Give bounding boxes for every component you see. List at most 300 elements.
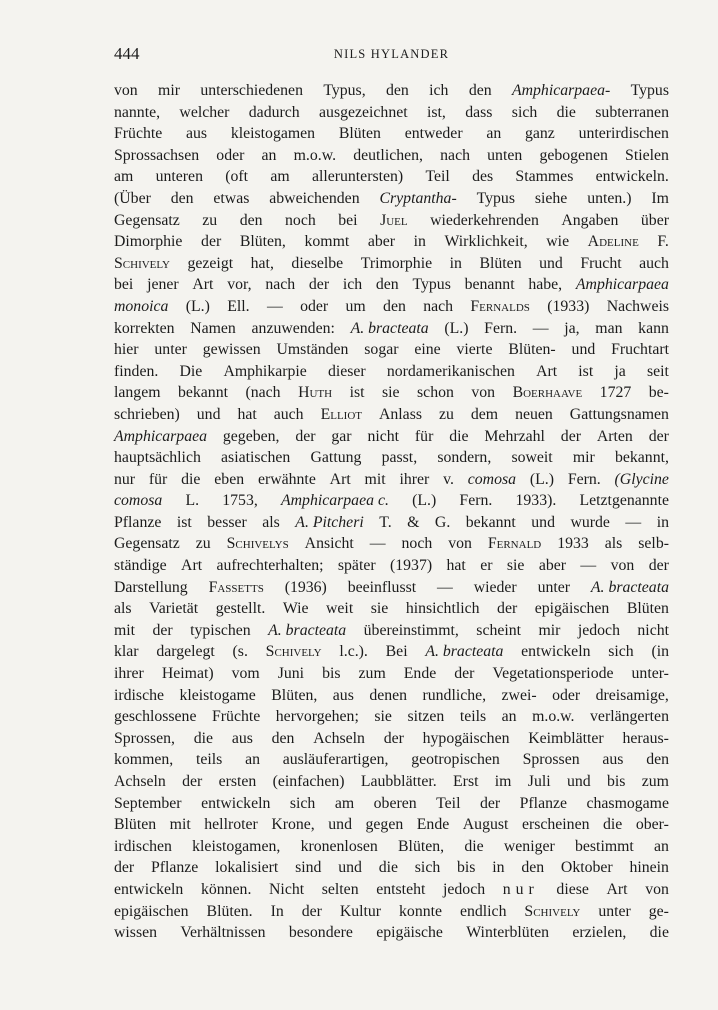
word: den <box>170 189 194 207</box>
text-line <box>114 512 669 534</box>
word: noch <box>401 535 433 553</box>
word: aus <box>231 729 253 747</box>
word: gebogenen <box>539 146 608 164</box>
word: teils <box>459 708 487 726</box>
text-line <box>114 901 669 923</box>
word: den <box>239 211 263 229</box>
word: August <box>462 816 509 834</box>
word: typischen <box>190 621 251 639</box>
word: schon <box>417 384 454 402</box>
word: dieser <box>327 362 366 380</box>
word: Gegensatz <box>114 211 180 229</box>
word: auch <box>273 405 304 423</box>
word: unter <box>537 578 571 596</box>
word: eine <box>414 341 441 359</box>
word: den <box>271 729 295 747</box>
text-line <box>114 80 669 102</box>
word: Schively <box>265 643 322 661</box>
word: bis <box>322 665 341 683</box>
word: (L.) <box>529 470 554 488</box>
text-line <box>114 577 669 599</box>
word: (einfachen) <box>272 773 345 790</box>
page-number: 444 <box>114 44 140 63</box>
word: der <box>301 902 322 920</box>
word: m.o.w. <box>532 708 575 726</box>
word: den <box>646 751 669 769</box>
word: Trimorphie <box>360 254 433 272</box>
word: der <box>648 557 669 575</box>
text-line <box>114 166 669 188</box>
word: Darstellung <box>114 578 188 596</box>
word: epigäischen <box>114 902 189 920</box>
word: nannte, <box>114 103 161 121</box>
text-line <box>114 793 669 815</box>
word: beeinflusst <box>347 578 417 596</box>
word: weniger <box>503 837 555 855</box>
word: ganz <box>525 125 555 143</box>
word: aus <box>332 686 354 704</box>
word: bei <box>114 276 134 294</box>
word: endlich <box>459 902 507 920</box>
word: Ende <box>403 665 437 683</box>
word: wurde <box>570 513 610 531</box>
word: und <box>571 341 596 359</box>
word: neuen <box>515 405 553 423</box>
text-line <box>114 447 669 469</box>
word: ja <box>614 362 626 380</box>
word: den <box>386 82 409 99</box>
word: hinein <box>629 859 669 877</box>
text-line <box>114 836 669 858</box>
word: der <box>454 665 475 683</box>
word: sie <box>374 708 392 726</box>
word: 1727 <box>599 384 632 402</box>
word: sich <box>511 103 538 121</box>
word: Juni <box>277 665 305 683</box>
word: Gattung <box>310 449 362 467</box>
word: als <box>114 600 132 618</box>
word: Typus, <box>323 82 366 99</box>
word: später <box>337 557 376 575</box>
word: Teil <box>425 168 450 186</box>
word: irdische <box>114 686 165 704</box>
word: und <box>338 859 362 877</box>
body-text <box>114 80 669 944</box>
word: den <box>383 297 406 315</box>
word: nach <box>265 276 296 294</box>
word: m.o.w. <box>293 146 337 164</box>
word: comosa <box>467 470 517 488</box>
word: und <box>328 816 352 834</box>
word: welcher <box>179 103 230 121</box>
word: gezeigt <box>187 254 234 272</box>
text-line <box>114 253 669 275</box>
word: Varietät <box>149 600 199 618</box>
word: (1933) <box>547 297 590 315</box>
word: passt, <box>381 449 418 467</box>
word: Verhältnissen <box>180 924 266 942</box>
word: G. <box>434 513 451 531</box>
text-line <box>114 771 669 793</box>
word: teils <box>195 751 223 769</box>
word: Winterblüten <box>466 924 549 942</box>
word: etwas <box>213 189 250 207</box>
word: Letztgenannte <box>579 492 669 510</box>
text-line <box>114 188 669 210</box>
word: Wie <box>282 600 309 618</box>
text-line <box>114 749 669 771</box>
word: 1933). <box>515 492 557 510</box>
word: aufrechterhalten; <box>216 557 324 575</box>
word: L. <box>185 492 200 510</box>
word: Blüten <box>114 816 157 834</box>
word: Blüten <box>626 600 669 618</box>
word: oberen <box>373 794 417 812</box>
word: als <box>262 513 280 531</box>
word: von <box>448 535 472 553</box>
word: aber <box>367 233 396 251</box>
word: 1753, <box>222 492 258 510</box>
word: der <box>114 859 135 877</box>
word: Fern. <box>567 470 601 488</box>
word: in <box>656 513 669 531</box>
word: weit <box>326 600 354 618</box>
word: Achseln <box>114 773 166 790</box>
text-line <box>114 814 669 836</box>
word: der <box>201 233 222 251</box>
word: deutlichen, <box>353 146 423 164</box>
word: der <box>308 276 330 294</box>
word: erwähnte <box>257 470 316 488</box>
word: Früchte <box>114 125 163 143</box>
word: Heimat) <box>161 665 214 683</box>
word: von <box>114 82 138 99</box>
word: jener <box>147 276 179 294</box>
word: Sprossachsen <box>114 146 200 164</box>
word: entwickeln. <box>595 168 669 186</box>
word: A. Pitcheri <box>295 513 364 531</box>
word: Teil <box>436 794 461 812</box>
word: in <box>449 254 462 272</box>
word: kleistogamen, <box>192 837 281 855</box>
word: A. bracteata <box>268 621 347 639</box>
word: wieder <box>473 578 517 596</box>
word: Blüten, <box>398 837 445 855</box>
word: der <box>383 729 404 747</box>
word: vom <box>231 665 260 683</box>
word: — <box>266 297 283 315</box>
word: ausgezeichnet <box>319 103 408 121</box>
word: ist <box>578 362 594 380</box>
word: den <box>468 82 492 99</box>
text-line <box>114 663 669 685</box>
word: der <box>497 600 518 618</box>
word: unten.) <box>587 189 632 207</box>
word: (nach <box>245 384 281 402</box>
word: gar <box>331 427 352 445</box>
word: für <box>148 470 168 488</box>
word: langem <box>114 384 161 402</box>
word: Krone, <box>271 816 315 834</box>
word: Pflanze <box>150 859 199 877</box>
word: zum <box>641 773 669 790</box>
word: Amphicarpaea <box>575 276 669 294</box>
word: (L.) <box>412 492 437 510</box>
word: sich <box>289 794 316 812</box>
word: Schively <box>114 254 170 272</box>
word: zu <box>195 535 211 553</box>
text-line <box>114 145 669 167</box>
word: hauptsächlich <box>114 449 201 467</box>
word: lokalisiert <box>215 859 279 877</box>
word: alleruntersten) <box>311 168 404 186</box>
word: die <box>464 837 484 855</box>
word: kronenlosen <box>300 837 378 855</box>
word: — <box>625 513 642 531</box>
word: ja, <box>564 319 580 337</box>
word: Im <box>651 189 669 207</box>
word: Achseln <box>313 729 365 747</box>
text-line <box>114 469 669 491</box>
word: Laubblätter. <box>360 773 437 790</box>
word: habe, <box>528 276 563 294</box>
word: kleistogame <box>179 686 256 704</box>
word: die <box>378 859 398 877</box>
word: kann <box>638 319 669 337</box>
word: Erst <box>453 773 479 790</box>
word: klar <box>114 643 139 661</box>
word: dadurch <box>248 103 300 121</box>
word: In <box>270 902 284 920</box>
word: den <box>375 276 399 294</box>
word: asiatischen <box>221 449 291 467</box>
word: Ansicht <box>304 535 354 553</box>
word: an <box>486 125 502 143</box>
word: schrieben) <box>114 405 180 423</box>
text-line <box>114 274 669 296</box>
word: Fernalds <box>470 297 530 315</box>
word: Blüten. <box>206 902 253 920</box>
word: zu <box>438 405 454 423</box>
word: Sprossen <box>522 751 580 769</box>
word: Blüten <box>338 125 381 143</box>
word: bis <box>606 773 626 790</box>
word: wie <box>546 233 570 251</box>
word: am <box>114 168 134 186</box>
word: jedoch <box>443 880 486 898</box>
text-line <box>114 533 669 555</box>
word: hat, <box>250 254 274 272</box>
word: (Glycine <box>614 470 669 488</box>
word: Art <box>329 470 351 488</box>
word: Die <box>179 362 203 380</box>
word: Art <box>192 276 214 294</box>
word: die <box>193 729 214 747</box>
word: — <box>580 557 597 575</box>
word: ihrer <box>114 665 144 683</box>
word: Schively <box>524 902 581 920</box>
word: abweichenden <box>269 189 360 207</box>
word: Huth <box>298 384 333 402</box>
word: ist <box>176 513 192 531</box>
word: nach <box>440 146 470 164</box>
word: (L.) <box>444 319 469 337</box>
word: über <box>640 211 669 229</box>
word: geschlossene <box>114 708 197 726</box>
text-line <box>114 426 669 448</box>
word: bekannt, <box>614 449 669 467</box>
word: entwickeln <box>521 643 591 661</box>
word: Typus <box>630 82 669 99</box>
word: aus <box>602 751 624 769</box>
word: sondern, <box>437 449 492 467</box>
word: der <box>648 427 669 445</box>
word: Anlass <box>378 405 422 423</box>
word: Juli <box>527 773 551 790</box>
word: oder <box>216 146 245 164</box>
word: mit <box>114 621 136 639</box>
word: dass <box>465 103 493 121</box>
word: Bei <box>385 643 408 661</box>
text-line <box>114 382 669 404</box>
word: unteren <box>155 168 203 186</box>
word: Schivelys <box>226 535 289 553</box>
word: entwickeln <box>201 794 271 812</box>
word: Fassetts <box>208 578 264 596</box>
text-line <box>114 490 669 512</box>
word: ist, <box>426 103 446 121</box>
word: Blüten <box>479 254 522 272</box>
word: den <box>521 859 545 877</box>
word: Wirklichkeit, <box>444 233 528 251</box>
word: geotropischen <box>411 751 500 769</box>
word: siehe <box>534 189 568 207</box>
word: Mehrzahl <box>484 427 545 445</box>
word: der <box>479 794 501 812</box>
word: unten <box>487 146 523 164</box>
word: von <box>645 880 669 898</box>
page-header <box>114 44 669 66</box>
word: dreisamige, <box>595 686 669 704</box>
word: an <box>245 751 260 769</box>
word: dargelegt <box>156 643 215 661</box>
word: korrekten <box>114 319 175 337</box>
word: Fruchtart <box>611 341 669 359</box>
word: sie <box>370 600 389 618</box>
word: — <box>532 319 549 337</box>
word: der <box>152 621 173 639</box>
word: die <box>603 816 623 834</box>
word: konnte <box>399 902 443 920</box>
text-line <box>114 641 669 663</box>
word: selb- <box>638 535 669 553</box>
word: be- <box>648 384 669 402</box>
word: sich <box>414 859 441 877</box>
word: Arten <box>596 427 633 445</box>
word: subterranen <box>595 103 669 121</box>
word: Blüten, <box>239 233 286 251</box>
word: Sprossen, <box>114 729 175 747</box>
word: Pflanze <box>114 513 162 531</box>
word: in <box>413 233 426 251</box>
word: Juel <box>380 211 408 229</box>
text-line <box>114 620 669 642</box>
word: zum <box>358 665 386 683</box>
word: Amphicarpaea- <box>511 82 611 99</box>
word: scheint <box>476 621 522 639</box>
word: kommen, <box>114 751 174 769</box>
word: chasmogame <box>586 794 669 812</box>
word: vor, <box>227 276 252 294</box>
word: besondere <box>288 924 353 942</box>
running-title: NILS HYLANDER <box>333 47 450 61</box>
word: und <box>531 513 555 531</box>
word: epigäische <box>376 924 443 942</box>
word: Adeline <box>587 233 639 251</box>
text-line <box>114 339 669 361</box>
word: ihrer <box>399 470 430 488</box>
word: heraus- <box>622 729 669 747</box>
text-line <box>114 879 669 901</box>
word: Nicht <box>269 880 305 898</box>
word: hier <box>114 341 139 359</box>
word: gegen <box>365 816 404 834</box>
word: übereinstimmt, <box>363 621 459 639</box>
text-line <box>114 857 669 879</box>
word: oder <box>300 297 329 315</box>
word: als <box>604 535 623 553</box>
word: unter <box>154 341 187 359</box>
word: dieselbe <box>291 254 344 272</box>
word: vierte <box>456 341 493 359</box>
word: die <box>556 103 576 121</box>
text-line <box>114 598 669 620</box>
word: sich <box>608 643 634 661</box>
word: Früchte <box>212 708 261 726</box>
word: wissen <box>114 924 158 942</box>
word: ober- <box>635 816 669 834</box>
word: Blüten- <box>508 341 556 359</box>
word: Amphikarpie <box>223 362 307 380</box>
word: A. bracteata <box>425 643 504 661</box>
word: Amphicarpaea <box>114 427 208 445</box>
word: von <box>471 384 496 402</box>
word: von <box>610 557 635 575</box>
word: Typus <box>412 276 451 294</box>
word: Kultur <box>339 902 382 920</box>
word: Art <box>606 880 628 898</box>
word: Dimorphie <box>114 233 183 251</box>
word: sie <box>506 557 525 575</box>
word: gewissen <box>202 341 261 359</box>
word: Typus <box>476 189 515 207</box>
word: hervorgehen; <box>275 708 359 726</box>
word: kommt <box>304 233 350 251</box>
word: nicht <box>637 621 669 639</box>
word: erscheinen <box>521 816 590 834</box>
word: dem <box>470 405 499 423</box>
word: ersten <box>218 773 257 790</box>
word: Nachweis <box>606 297 669 315</box>
word: nur <box>114 470 136 488</box>
word: benannt <box>464 276 515 294</box>
word: erzielen, <box>572 924 627 942</box>
word: kleistogamen <box>230 125 316 143</box>
word: Art <box>536 362 558 380</box>
word: anzuwenden: <box>251 319 335 337</box>
word: Cryptantha- <box>379 189 457 207</box>
word: unterirdischen <box>578 125 669 143</box>
